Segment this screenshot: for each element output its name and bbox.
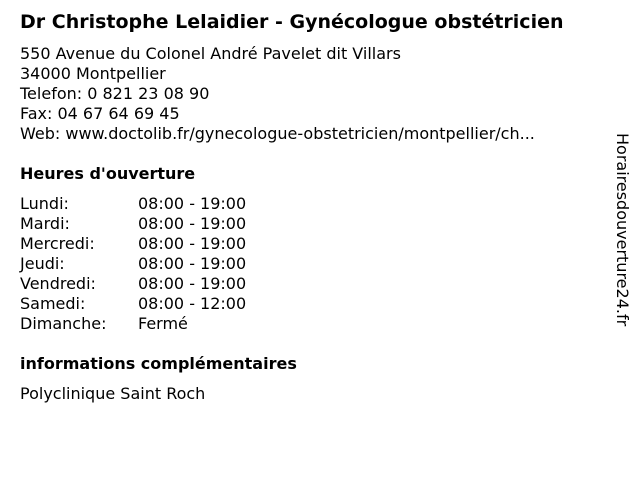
page-title: Dr Christophe Lelaidier - Gynécologue obstétricien [20,11,564,33]
time-value: 08:00 - 19:00 [138,234,247,253]
additional-info-text: Polyclinique Saint Roch [20,384,206,403]
day-label: Jeudi: [20,254,65,273]
time-value: 08:00 - 12:00 [138,294,247,313]
phone-number: Telefon: 0 821 23 08 90 [20,84,210,103]
time-value: 08:00 - 19:00 [138,274,247,293]
website-url: Web: www.doctolib.fr/gynecologue-obstetricien/montpellier/ch... [20,124,535,143]
hours-row-monday [20,194,246,214]
day-label: Vendredi: [20,274,96,293]
day-label: Mercredi: [20,234,95,253]
hours-row-wednesday [20,234,246,254]
opening-hours-heading: Heures d'ouverture [20,164,196,183]
hours-row-tuesday [20,214,246,234]
hours-row-friday [20,274,246,294]
hours-row-sunday [20,314,246,334]
address-block [20,44,535,144]
street-address: 550 Avenue du Colonel André Pavelet dit Villars [20,44,401,63]
day-label: Dimanche: [20,314,107,333]
city-address: 34000 Montpellier [20,64,166,83]
hours-row-saturday [20,294,246,314]
hours-row-thursday [20,254,246,274]
time-value: 08:00 - 19:00 [138,214,247,233]
opening-hours-table [20,194,246,334]
time-value: 08:00 - 19:00 [138,254,247,273]
time-value: 08:00 - 19:00 [138,194,247,213]
day-label: Lundi: [20,194,69,213]
time-value: Fermé [138,314,188,333]
day-label: Samedi: [20,294,86,313]
day-label: Mardi: [20,214,70,233]
fax-number: Fax: 04 67 64 69 45 [20,104,180,123]
additional-info-heading: informations complémentaires [20,354,297,373]
brand-watermark: Horairesdouverture24.fr [613,133,632,327]
